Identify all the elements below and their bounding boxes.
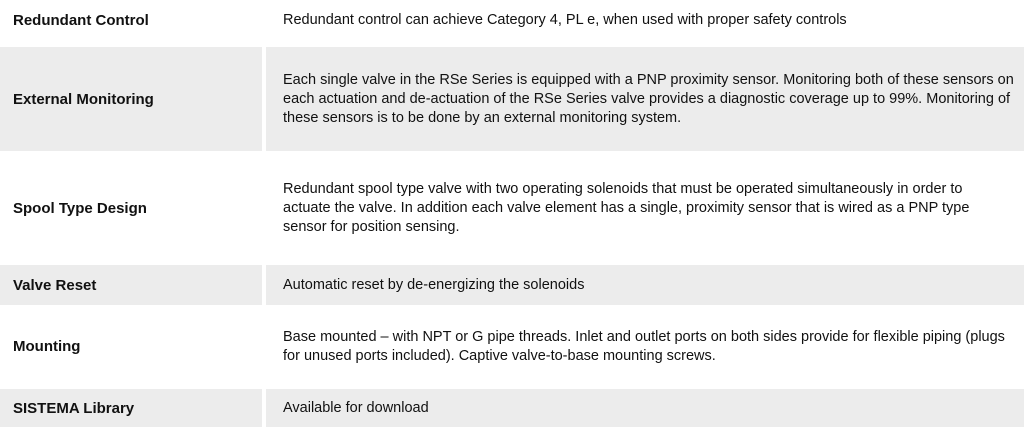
row-label: Spool Type Design	[13, 199, 147, 217]
row-label: Mounting	[13, 338, 81, 355]
table-row-redundant-control	[0, 0, 1024, 40]
table-row-external-monitoring	[0, 47, 1024, 151]
row-value: Available for download	[266, 389, 1024, 427]
row-label: SISTEMA Library	[0, 389, 262, 427]
row-label: External Monitoring	[0, 47, 262, 151]
table-row-sistema-library	[0, 389, 1024, 427]
table-row-mounting	[0, 309, 1024, 384]
table-row-spool-type-design	[0, 156, 1024, 260]
row-label: Valve Reset	[0, 265, 262, 305]
row-value: Base mounted – with NPT or G pipe threads. Inlet and outlet ports on both sides provide for flexible piping (plugs for unused ports included). Captive valve-to-base mounting screws.	[283, 328, 1005, 364]
table-row-valve-reset	[0, 265, 1024, 305]
row-value: Automatic reset by de-energizing the solenoids	[266, 265, 1024, 305]
row-label: Redundant Control	[13, 11, 149, 29]
row-value: Redundant spool type valve with two operating solenoids that must be operated simultaneously in order to actuate the valve. In addition each valve element has a single, proximity sensor that is wired as a PNP type sensor for position sensing.	[283, 180, 970, 235]
row-value: Redundant control can achieve Category 4, PL e, when used with proper safety controls	[283, 11, 847, 28]
row-value: Each single valve in the RSe Series is equipped with a PNP proximity sensor. Monitoring both of these sensors on each actuation and de-actuation of the RSe Series valve provides a diagnostic coverage up to 99%. Monitoring of these sensors is to be done by an external monitoring system.	[266, 47, 1024, 151]
